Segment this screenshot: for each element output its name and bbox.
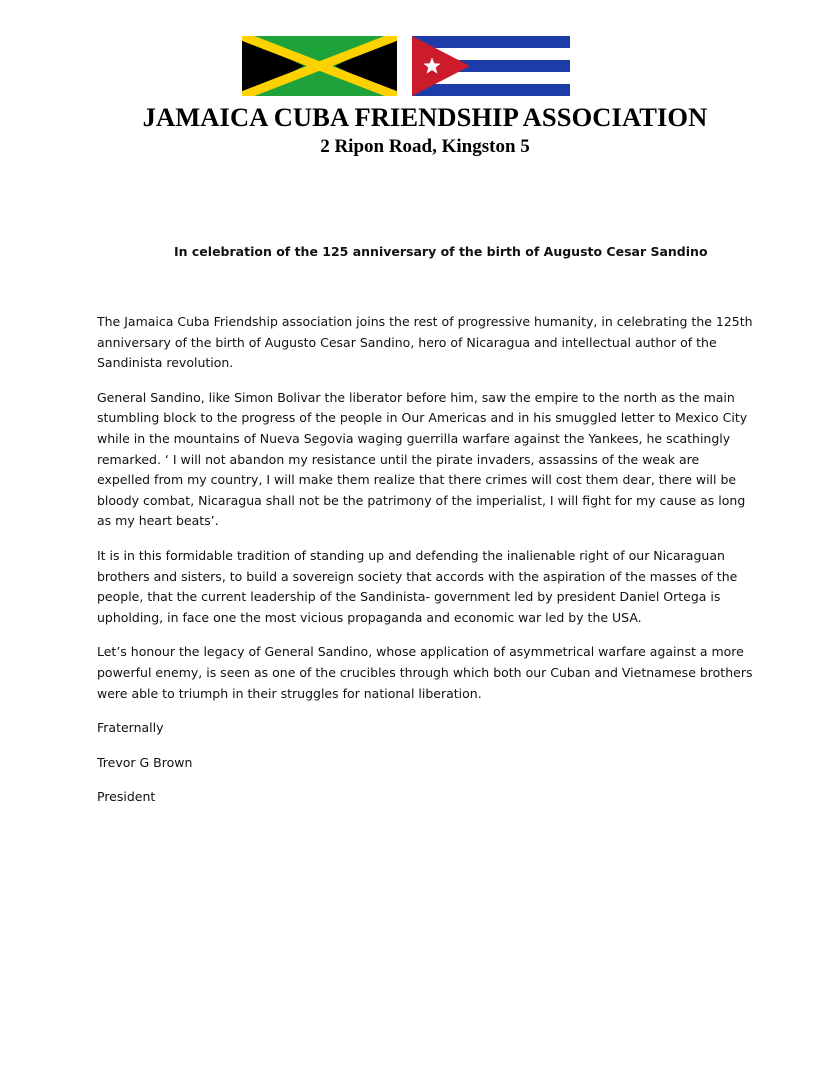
- closing: Fraternally: [97, 720, 164, 736]
- cuba-flag-stripe-3: [412, 84, 570, 96]
- flags-banner: [242, 36, 572, 98]
- paragraph-3: It is in this formidable tradition of standing up and defending the inalienable right of our Nicaraguan brothers and sisters, to build a sovereign society that accords with the aspiration of the masses of the people, that the current leadership of the Sandinista- government led by president Daniel Ortega is upholding, in face one the most vicious propaganda and economic war led by the USA.: [97, 547, 738, 625]
- signer-title: President: [97, 789, 156, 805]
- cuba-flag-stripe-1: [412, 36, 570, 48]
- organization-address: 2 Ripon Road, Kingston 5: [320, 136, 530, 157]
- paragraph-2: General Sandino, like Simon Bolivar the liberator before him, saw the empire to the north as the main stumbling block to the progress of the people in Our Americas and in his smuggled letter to Mexico City while in the mountains of Nueva Segovia waging guerrilla warfare against the Yankees, he scathingly remarked. ‘ I will not abandon my resistance until the pirate invaders, assassins of the weak are expelled from my country, I will make them realize that there crimes will cost them dear, there will be bloody combat, Nicaragua shall not be the patrimony of the imperialist, I will fight for my cause as long as my heart beats’.: [97, 389, 748, 529]
- paragraph-4: Let’s honour the legacy of General Sandino, whose application of asymmetrical warfare against a more powerful enemy, is seen as one of the crucibles through which both our Cuban and Vietnamese brothers were able to triumph in their struggles for national liberation.: [97, 644, 753, 701]
- cuba-flag-icon: [412, 36, 570, 96]
- paragraph-1: The Jamaica Cuba Friendship association joins the rest of progressive humanity, in celebrating the 125th anniversary of the birth of Augusto Cesar Sandino, hero of Nicaragua and intellectual author of the Sandinista revolution.: [97, 314, 753, 371]
- organization-title: JAMAICA CUBA FRIENDSHIP ASSOCIATION: [142, 102, 708, 132]
- jamaica-flag-icon: [242, 36, 397, 96]
- letter-heading: In celebration of the 125 anniversary of the birth of Augusto Cesar Sandino: [174, 244, 708, 259]
- signer-name: Trevor G Brown: [97, 754, 193, 770]
- letter-body: [97, 312, 753, 822]
